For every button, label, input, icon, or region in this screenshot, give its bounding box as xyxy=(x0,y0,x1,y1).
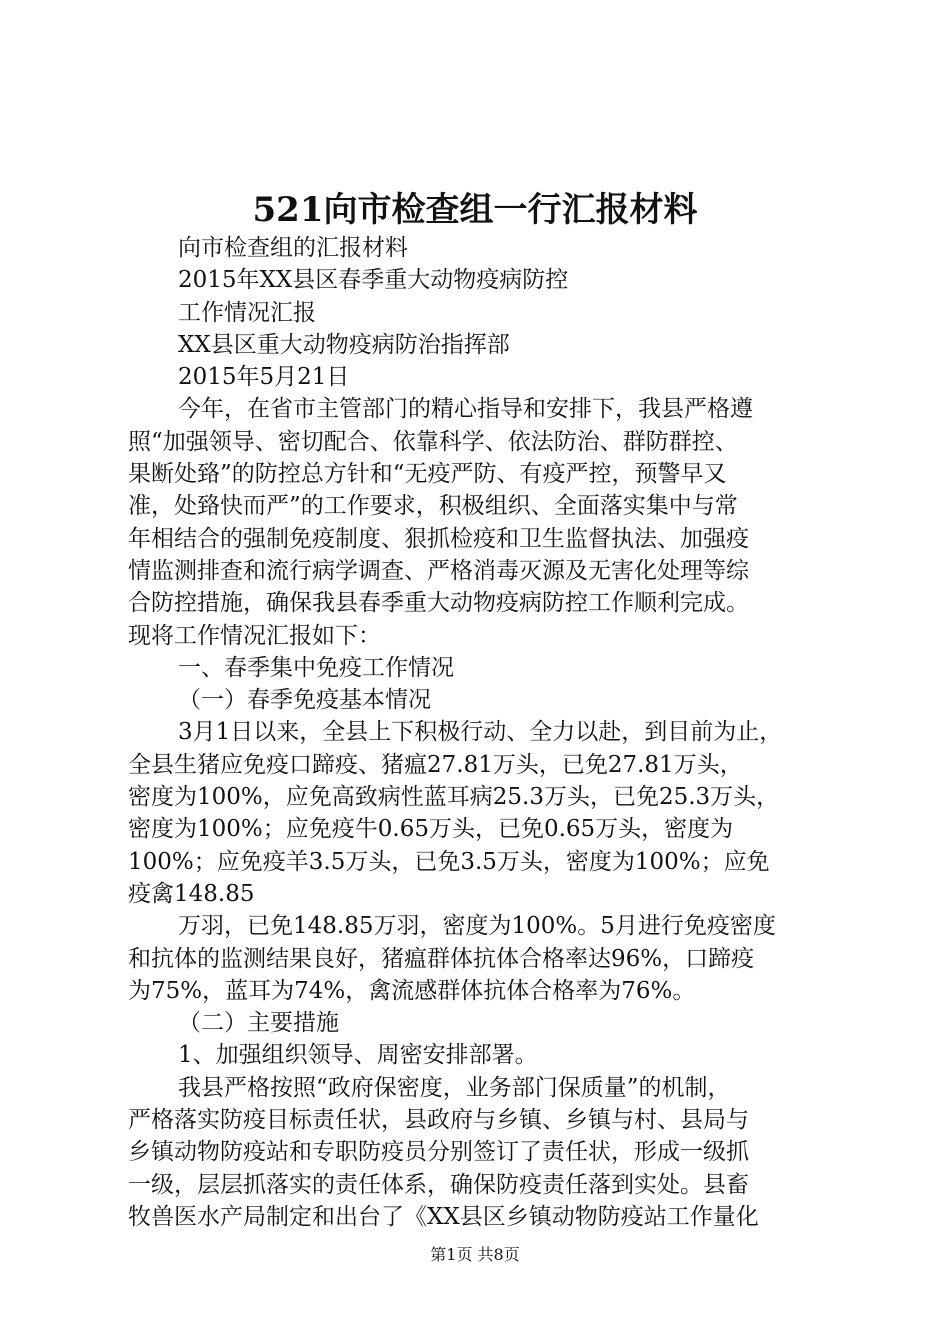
document-title: 521向市检查组一行汇报材料 xyxy=(252,190,698,230)
text-line: 1、加强组织领导、周密安排部署。 xyxy=(178,1042,538,1069)
text-line: 100%；应免疫羊3.5万头，已免3.5万头，密度为100%；应免 xyxy=(128,848,770,875)
text-line: 一、春季集中免疫工作情况 xyxy=(178,654,454,681)
text-line: 向市检查组的汇报材料 xyxy=(178,235,408,261)
text-line: 2015年5月21日 xyxy=(178,364,350,391)
text-line: 果断处臵”的防控总方针和“无疫严防、有疫严控，预警早又 xyxy=(128,461,727,488)
text-line: 现将工作情况汇报如下： xyxy=(128,622,381,649)
text-line: 合防控措施，确保我县春季重大动物疫病防控工作顺利完成。 xyxy=(128,590,749,617)
text-line: 准，处臵快而严”的工作要求，积极组织、全面落实集中与常 xyxy=(128,493,738,520)
text-line: 照“加强领导、密切配合、依靠科学、依法防治、群防群控、 xyxy=(128,428,738,455)
text-line: 全县生猪应免疫口蹄疫、猪瘟27.81万头，已免27.81万头， xyxy=(128,751,743,778)
text-line: 密度为100%；应免疫牛0.65万头，已免0.65万头，密度为 xyxy=(128,816,734,843)
text-line: 情监测排查和流行病学调查、严格消毒灭源及无害化处理等综 xyxy=(128,557,749,584)
text-line: 一级，层层抓落实的责任体系，确保防疫责任落到实处。县畜 xyxy=(128,1171,749,1198)
page-footer: 第1页 共8页 xyxy=(430,1245,520,1264)
text-line: 牧兽医水产局制定和出台了《XX县区乡镇动物防疫站工作量化 xyxy=(128,1203,759,1230)
text-line: 工作情况汇报 xyxy=(178,299,316,326)
document-body xyxy=(128,232,832,1233)
text-line: 乡镇动物防疫站和专职防疫员分别签订了责任状，形成一级抓 xyxy=(128,1139,749,1166)
text-line: 和抗体的监测结果良好，猪瘟群体抗体合格率达96%，口蹄疫 xyxy=(128,945,755,972)
text-line: 我县严格按照“政府保密度，业务部门保质量”的机制， xyxy=(178,1074,731,1101)
text-line: 密度为100%，应免高致病性蓝耳病25.3万头，已免25.3万头， xyxy=(128,784,780,811)
text-line: 严格落实防疫目标责任状，县政府与乡镇、乡镇与村、县局与 xyxy=(128,1107,749,1134)
text-line: 3月1日以来，全县上下积极行动、全力以赴，到目前为止， xyxy=(178,719,783,746)
text-line: 年相结合的强制免疫制度、狠抓检疫和卫生监督执法、加强疫 xyxy=(128,525,749,552)
text-line: 疫禽148.85 xyxy=(128,880,255,907)
text-line: （一）春季免疫基本情况 xyxy=(178,687,431,714)
text-line: XX县区重大动物疫病防治指挥部 xyxy=(178,331,510,358)
text-line: （二）主要措施 xyxy=(178,1010,339,1037)
text-line: 为75%，蓝耳为74%，禽流感群体抗体合格率为76%。 xyxy=(128,977,696,1004)
text-line: 2015年XX县区春季重大动物疫病防控 xyxy=(178,267,569,294)
text-line: 万羽，已免148.85万羽，密度为100%。5月进行免疫密度 xyxy=(178,913,776,940)
text-line: 今年，在省市主管部门的精心指导和安排下，我县严格遵 xyxy=(178,396,753,423)
